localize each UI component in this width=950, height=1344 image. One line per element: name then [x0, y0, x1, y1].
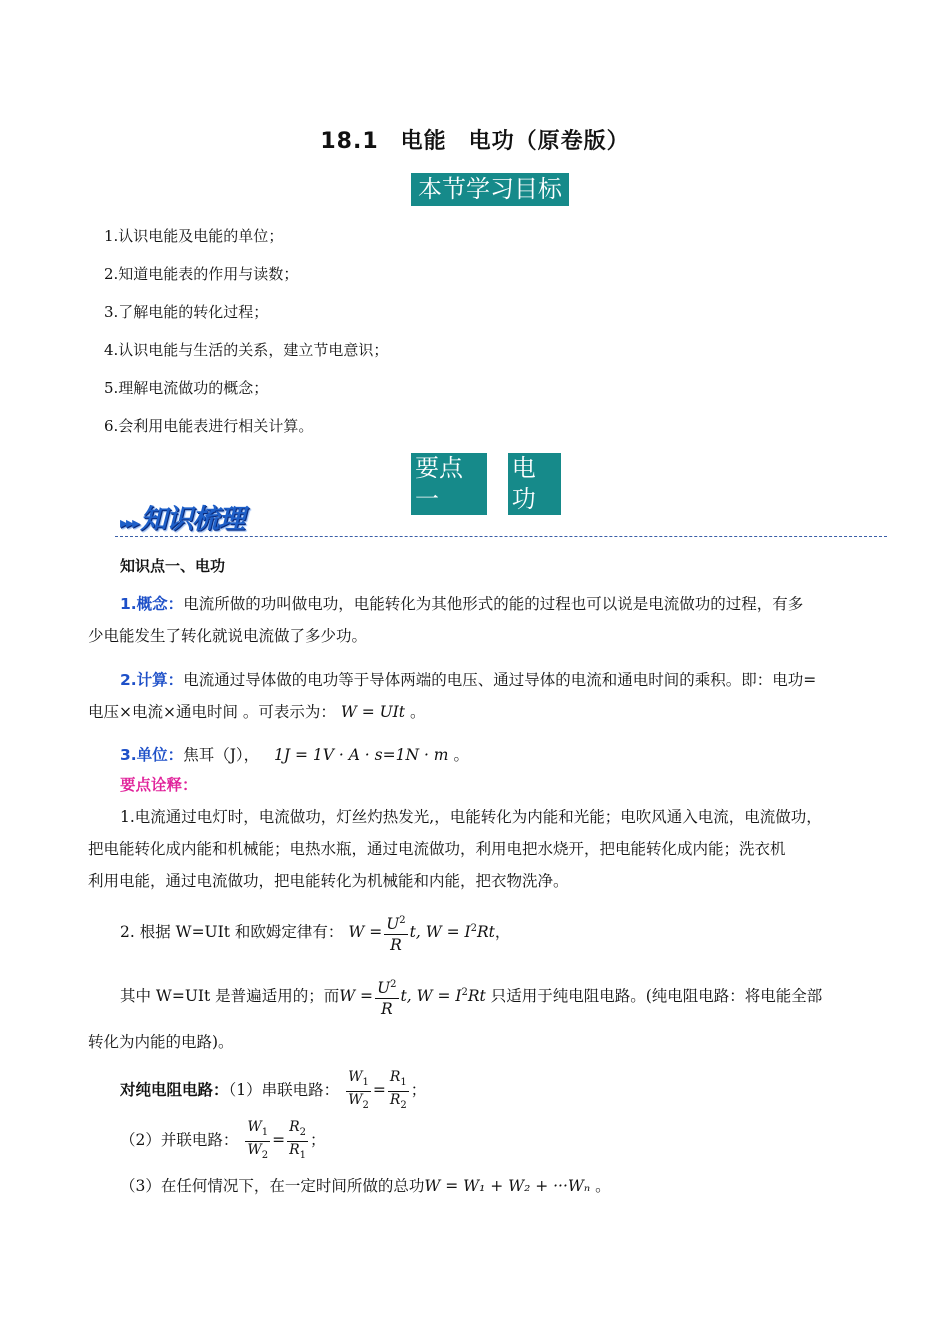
concept-text: 少电能发生了转化就说电流做了多少功。 [88, 627, 368, 645]
goal-item: 3.了解电能的转化过程； [104, 303, 269, 321]
calc-paragraph [88, 664, 868, 728]
parallel-text: （2）并联电路： [120, 1131, 239, 1149]
ohm-formula: W = $\frac{U^2}{R}$ t, $W = I^2Rt$ [348, 923, 495, 941]
explain-label: 要点诠释： [120, 776, 198, 794]
goal-item: 5.理解电流做功的概念； [104, 379, 269, 397]
calc-formula: W = UIt [340, 703, 406, 721]
explain-text: 把电能转化成内能和机械能；电热水瓶，通过电流做功，利用电把水烧开，把电能转化成内能；洗衣机 [88, 840, 786, 858]
divider [115, 536, 887, 537]
explain-formula-line [120, 968, 822, 1021]
explain-text: 其中 W=UIt 是普遍适用的；而 [120, 987, 340, 1006]
series-text: ； [410, 1081, 427, 1099]
total-work-formula: W = W₁ + W₂ + ···Wₙ [424, 1177, 591, 1195]
unit-label: 3.单位： [120, 746, 184, 764]
title-subtitle: 电功（原卷版） [468, 129, 630, 154]
explain-text: 1.电流通过电灯时，电流做功，灯丝灼热发光,，电能转化为内能和光能；电吹风通入电流，电流做功， [120, 808, 822, 826]
series-formula: $\frac{W_1}{W_2}$ = $\frac{R_1}{R_2}$ [348, 1068, 407, 1111]
parallel-formula: $\frac{W_1}{W_2}$ = $\frac{R_2}{R_1}$ [247, 1118, 306, 1161]
page-title [0, 124, 950, 155]
explain-text: ， [494, 923, 511, 942]
explain-paragraph [88, 801, 868, 897]
pure-label: 对纯电阻电路： [120, 1081, 229, 1099]
goal-item: 4.认识电能与生活的关系，建立节电意识； [104, 341, 389, 359]
goal-item: 2.知道电能表的作用与读数； [104, 265, 299, 283]
calc-label: 2.计算： [120, 671, 184, 689]
goals-heading: 本节学习目标 [411, 173, 569, 206]
arrows-icon: ▸▸▸ [120, 513, 139, 532]
parallel-text: ； [310, 1131, 326, 1149]
explain-text: 2. 根据 W=UIt 和欧姆定律有： [120, 923, 344, 942]
total-work-line [120, 1174, 611, 1196]
knowledge-heading: 知识点一、电功 [120, 557, 226, 575]
title-number: 18.1 [320, 129, 379, 154]
ohm-formula: W = $\frac{U^2}{R}$ t, $W = I^2Rt$ [339, 987, 486, 1005]
goal-item: 6.会利用电能表进行相关计算。 [104, 417, 314, 435]
keypoint-topic: 电功 [508, 453, 561, 515]
knowledge-banner [120, 497, 244, 536]
explain-text: 只适用于纯电阻电路。(纯电阻电路：将电能全部 [485, 987, 823, 1006]
total-work-text: （3）在任何情况下，在一定时间所做的总功 [120, 1177, 425, 1195]
concept-label: 1.概念： [120, 595, 184, 613]
calc-text: 电压×电流×通电时间 。可表示为： [88, 703, 336, 721]
unit-text: 焦耳（J）， [183, 746, 260, 764]
title-topic: 电能 [400, 129, 447, 154]
explain-formula-line [120, 904, 510, 957]
series-line [120, 1066, 426, 1114]
total-work-text: 。 [595, 1177, 611, 1195]
concept-paragraph [88, 588, 868, 652]
explain-text: 转化为内能的电路)。 [88, 1033, 234, 1051]
unit-text: 。 [453, 746, 469, 764]
series-text: （1）串联电路： [228, 1081, 340, 1099]
unit-paragraph [88, 739, 868, 771]
calc-text: 。 [409, 703, 426, 721]
banner-text: 知识梳理 [140, 504, 245, 535]
keypoint-label: 要点一 [411, 453, 487, 515]
explain-text: 利用电能，通过电流做功，把电能转化为机械能和内能，把衣物洗净。 [88, 872, 569, 890]
goal-item: 1.认识电能及电能的单位； [104, 227, 284, 245]
keypoint-heading [411, 452, 561, 516]
concept-text: 电流所做的功叫做电功，电能转化为其他形式的能的过程也可以说是电流做功的过程，有多 [183, 595, 804, 613]
unit-formula: 1J = 1V · A · s=1N · m [273, 746, 449, 764]
calc-text: 电流通过导体做的电功等于导体两端的电压、通过导体的电流和通电时间的乘积。即：电功= [183, 671, 817, 689]
parallel-line [120, 1116, 326, 1164]
